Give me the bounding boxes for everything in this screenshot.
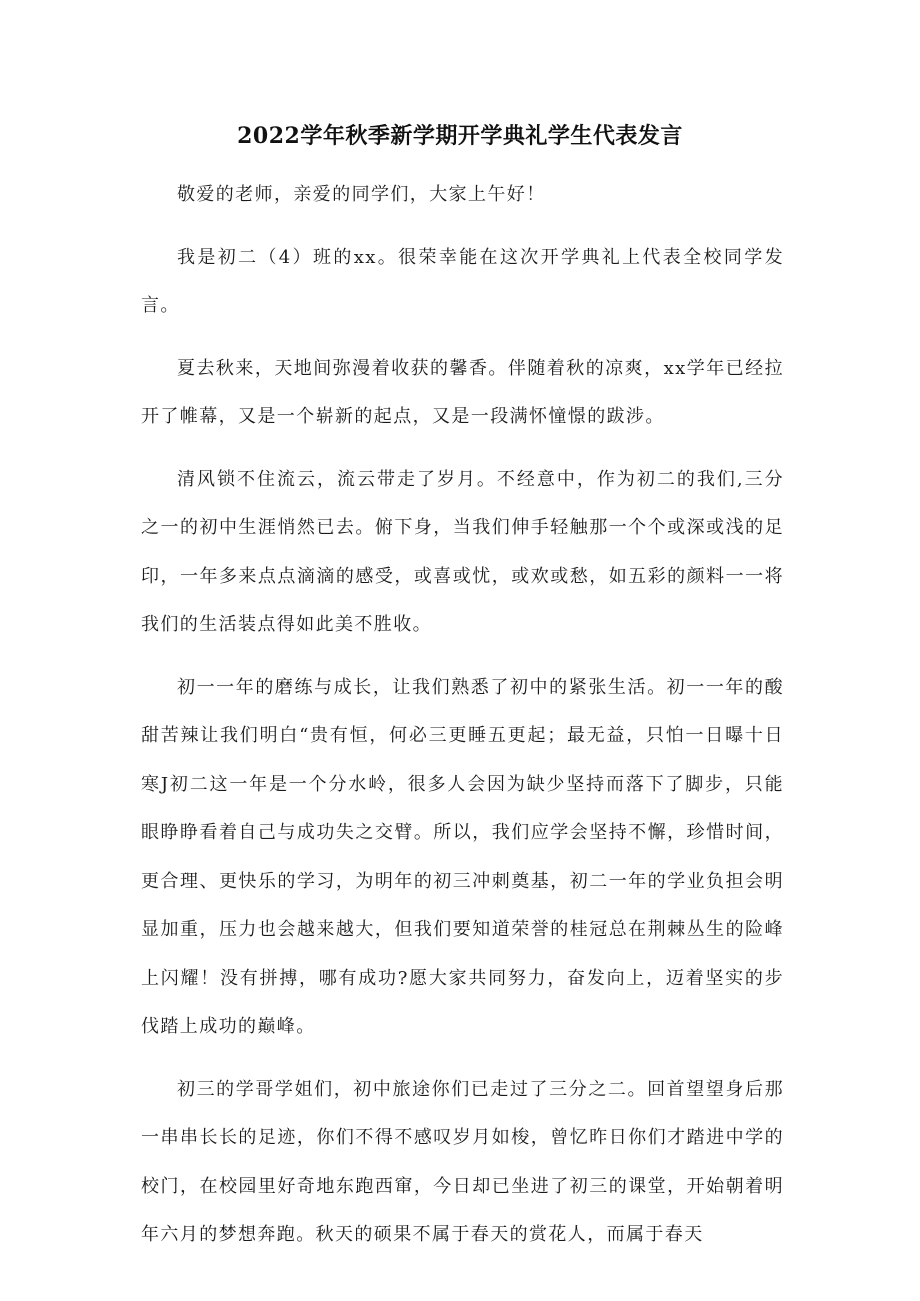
document-body — [141, 171, 784, 1274]
document-title: 2022学年秋季新学期开学典礼学生代表发言 — [237, 123, 683, 149]
paragraph-perseverance: 初一一年的磨练与成长，让我们熟悉了初中的紧张生活。初一一年的酸甜苦辣让我们明白“贵有恒，何必三更睡五更起；最无益，只怕一日曝十日寒J初二这一年是一个分水岭，很多人会因为缺少坚持而落下了脚步，只能眼睁睁看着自己与成功失之交臂。所以，我们应学会坚持不懈，珍惜时间，更合理、更快乐的学习，为明年的初三冲刺奠基，初二一年的学业负担会明显加重，压力也会越来越大，但我们要知道荣誉的桂冠总在荆棘丛生的险峰上闪耀！没有拼搏，哪有成功?愿大家共同努力，奋发向上，迈着坚实的步伐踏上成功的巅峰。 — [141, 676, 784, 1037]
paragraph-autumn: 夏去秋来，天地间弥漫着收获的馨香。伴随着秋的凉爽，xx学年已经拉开了帷幕，又是一个崭新的起点，又是一段满怀憧憬的跋涉。 — [141, 357, 784, 427]
paragraph-introduction: 我是初二（4）班的xx。很荣幸能在这次开学典礼上代表全校同学发言。 — [141, 246, 784, 316]
paragraph-seniors: 初三的学哥学姐们，初中旅途你们已走过了三分之二。回首望望身后那一串串长长的足迹，你们不得不感叹岁月如梭，曾忆昨日你们才踏进中学的校门，在校园里好奇地东跑西窜，今日却已坐进了初三的课堂，开始朝着明年六月的梦想奔跑。秋天的硕果不属于春天的赏花人，而属于春天 — [141, 1078, 784, 1245]
paragraph-greeting: 敬爱的老师，亲爱的同学们，大家上午好！ — [177, 184, 546, 205]
paragraph-reflection: 清风锁不住流云，流云带走了岁月。不经意中，作为初二的我们,三分之一的初中生涯悄然已去。俯下身，当我们伸手轻触那一个个或深或浅的足印，一年多来点点滴滴的感受，或喜或忧，或欢或愁，如五彩的颜料一一将我们的生活装点得如此美不胜收。 — [141, 468, 784, 635]
